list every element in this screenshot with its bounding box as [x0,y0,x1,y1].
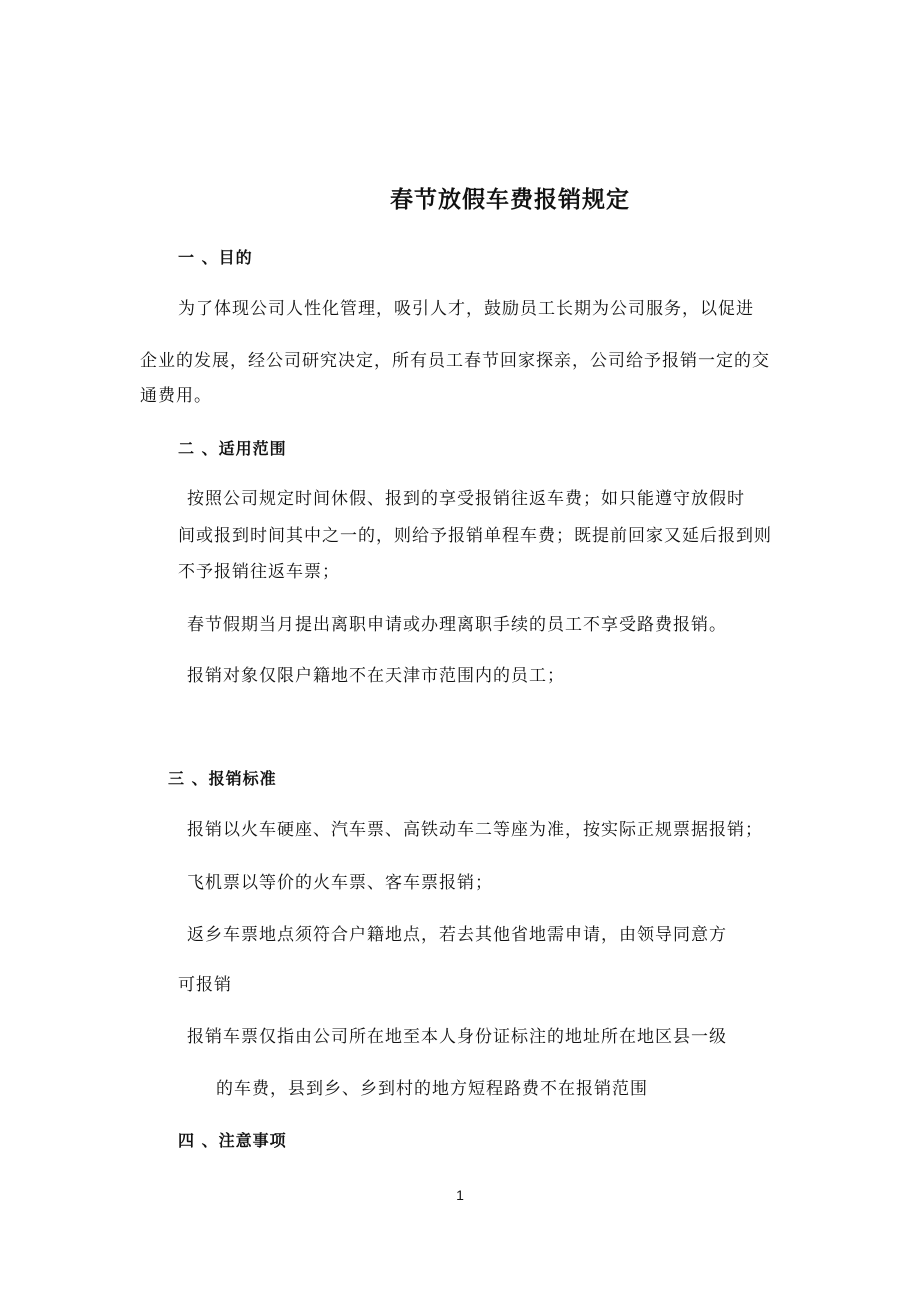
paragraph-line: 通费用。 [140,386,212,406]
section-heading-purpose: 一 、目的 [178,248,253,267]
paragraph-line: 报销以火车硬座、汽车票、高铁动车二等座为准，按实际正规票据报销； [187,820,763,840]
paragraph-line: 为了体现公司人性化管理，吸引人才，鼓励员工长期为公司服务，以促进 [178,299,754,319]
paragraph-line: 春节假期当月提出离职申请或办理离职手续的员工不享受路费报销。 [187,615,727,635]
paragraph-line: 企业的发展，经公司研究决定，所有员工春节回家探亲，公司给予报销一定的交 [140,351,770,371]
paragraph-line: 飞机票以等价的火车票、客车票报销； [187,873,493,893]
page-number: 1 [456,1187,464,1203]
paragraph-line: 间或报到时间其中之一的，则给予报销单程车费；既提前回家又延后报到则 [178,526,772,546]
paragraph-line: 报销对象仅限户籍地不在天津市范围内的员工； [187,666,565,686]
section-heading-scope: 二 、适用范围 [178,439,287,458]
paragraph-line: 按照公司规定时间休假、报到的享受报销往返车费；如只能遵守放假时 [187,489,745,509]
paragraph-line: 报销车票仅指由公司所在地至本人身份证标注的地址所在地区县一级 [187,1027,727,1047]
section-heading-notes: 四 、注意事项 [178,1131,287,1150]
paragraph-line: 可报销 [178,975,232,995]
section-heading-standard: 三 、报销标准 [168,769,277,788]
paragraph-line: 返乡车票地点须符合户籍地点，若去其他省地需申请，由领导同意方 [187,925,727,945]
paragraph-line: 不予报销往返车票； [178,562,340,582]
document-title: 春节放假车费报销规定 [390,186,630,213]
paragraph-line: 的车费，县到乡、乡到村的地方短程路费不在报销范围 [216,1079,648,1099]
